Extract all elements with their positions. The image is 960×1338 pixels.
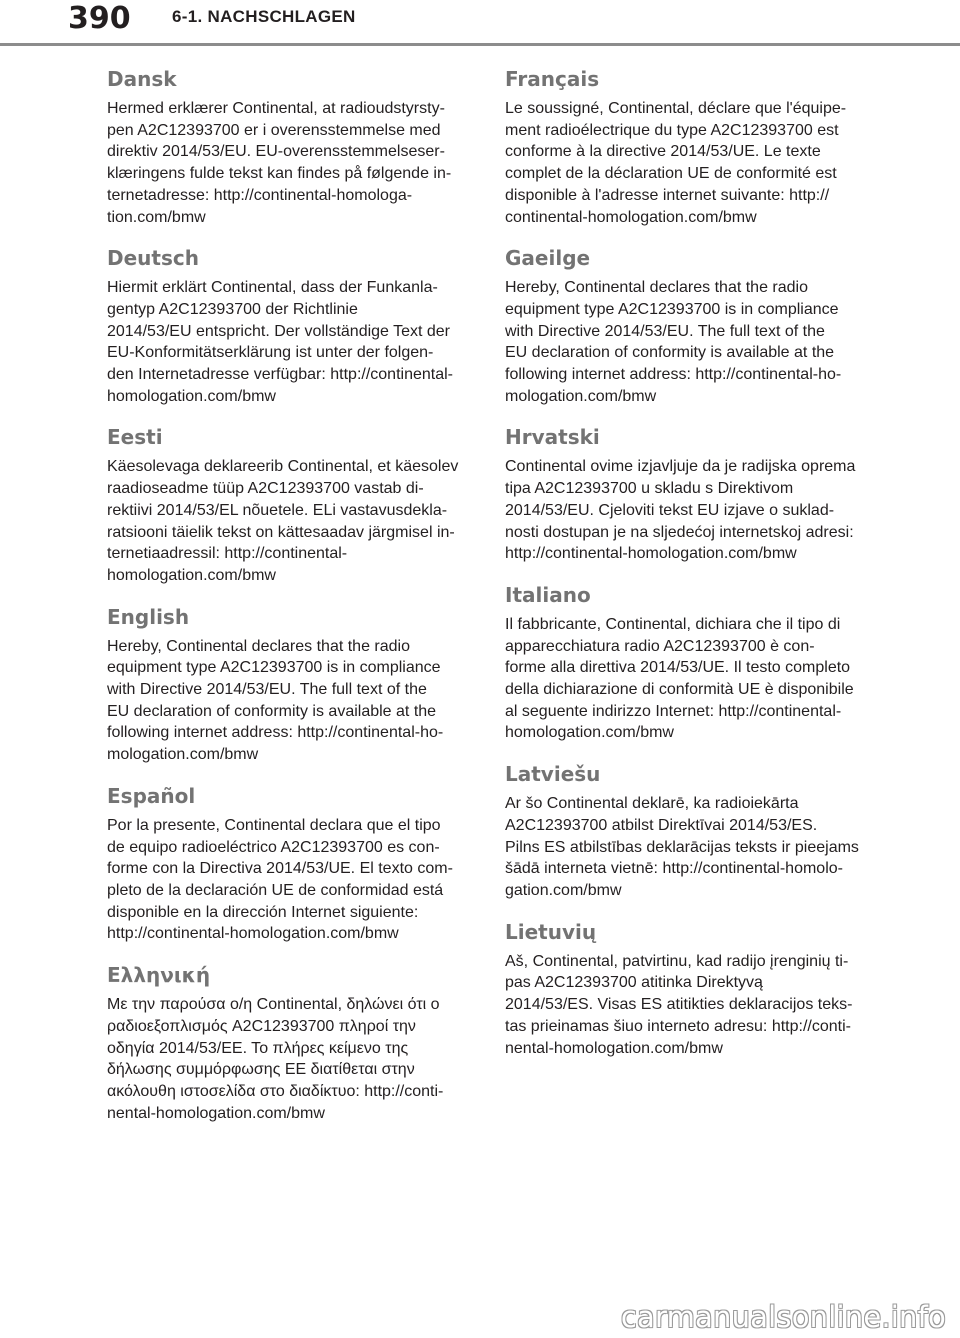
- language-heading: Italiano: [505, 582, 591, 607]
- language-block-italiano: [505, 582, 865, 744]
- section-title: 6-1. NACHSCHLAGEN: [172, 7, 356, 26]
- language-block-english: [107, 604, 467, 766]
- declaration-text: Hereby, Continental declares that the radio equipment type A2C12393700 is in compliance with Directive 2014/53/EU. The full text of the EU declaration of conformity is available at the following internet address: http://continental-ho- mologation.com/bmw: [505, 279, 842, 405]
- language-heading: English: [107, 604, 190, 629]
- language-block-dansk: [107, 66, 467, 228]
- language-block-eesti: [107, 424, 467, 586]
- right-column: [505, 66, 865, 1076]
- declaration-text: Hereby, Continental declares that the radio equipment type A2C12393700 is in compliance with Directive 2014/53/EU. The full text of the EU declaration of conformity is available at the following internet address: http://continental-ho- mologation.com/bmw: [107, 637, 444, 764]
- language-heading: Ελληνική: [107, 963, 211, 988]
- language-block-deutsch: [107, 245, 467, 407]
- language-heading: Gaeilge: [505, 246, 591, 271]
- language-block-hrvatski: [505, 424, 865, 565]
- declaration-text: Käesolevaga deklareerib Continental, et käesolev raadioseadme tüüp A2C12393700 vastab di- rektiivi 2014/53/EL nõuetele. ELi vastavusdekla- ratsiooni täielik tekst on kättesaadav järgmisel in- ternetiaadressil: http://continental- homologation.com/bmw: [107, 458, 459, 584]
- language-heading: Hrvatski: [505, 425, 600, 450]
- header-rule: [0, 43, 960, 46]
- declaration-text: Il fabbricante, Continental, dichiara che il tipo di apparecchiatura radio A2C12393700 è con- forme alla direttiva 2014/53/UE. Il testo completo della dichiarazione di conformità UE è disponibile al seguente indirizzo Internet: http://continental- homologation.com/bmw: [505, 615, 854, 742]
- page-number: 390: [68, 1, 131, 36]
- declaration-text: Με την παρούσα ο/η Continental, δηλώνει ότι ο ραδιοεξοπλισμός A2C12393700 πληροί την οδηγία 2014/53/ΕΕ. Το πλήρες κείμενο της δήλωσης συμμόρφωσης ΕΕ διατίθεται στην ακόλουθη ιστοσελίδα στο διαδίκτυο: http://conti- nental-homologation.com/bmw: [107, 996, 444, 1122]
- declaration-text: Por la presente, Continental declara que el tipo de equipo radioeléctrico A2C12393700 es con- forme con la Directiva 2014/53/UE. El texto com- pleto de la declaración UE de conformidad está disponible en la dirección Internet siguiente: http://continental-homologation.com/bmw: [107, 816, 453, 943]
- language-heading: Deutsch: [107, 246, 199, 271]
- language-block-espanol: [107, 783, 467, 945]
- language-block-gaeilge: [505, 245, 865, 407]
- language-heading: Dansk: [107, 67, 177, 91]
- watermark: carmanualsonline.info: [620, 1300, 946, 1334]
- declaration-text: Aš, Continental, patvirtinu, kad radijo įrenginių ti- pas A2C12393700 atitinka Direktyvą 2014/53/ES. Visas ES atitikties deklaracijos teks- tas prieinamas šiuo interneto adresu: http://conti- nental-homologation.com/bmw: [505, 952, 853, 1057]
- declaration-text: Hermed erklærer Continental, at radioudstyrsty- pen A2C12393700 er i overensstemmelse med direktiv 2014/53/EU. EU-overensstemmelseser- klæringens fulde tekst kan findes på følgende in- ternetadresse: http://continental-homologa- tion.com/bmw: [107, 100, 452, 226]
- language-heading: Español: [107, 783, 196, 808]
- language-heading: Latviešu: [505, 762, 601, 787]
- language-heading: Eesti: [107, 425, 163, 450]
- declaration-text: Continental ovime izjavljuje da je radijska oprema tipa A2C12393700 u skladu s Direktivom 2014/53/EU. Cjeloviti tekst EU izjave o suklad- nosti dostupan je na sljedećoj internetskoj adresi: http://continental-homologation.com/bmw: [505, 458, 856, 563]
- language-block-greek: [107, 962, 467, 1124]
- declaration-text: Ar šo Continental deklarē, ka radioiekārta A2C12393700 atbilst Direktīvai 2014/53/ES. Pilns ES atbilstības deklarācijas teksts ir pieejams šādā interneta vietnē: http://continental-homolo- gation.com/bmw: [505, 795, 859, 899]
- language-heading: Lietuvių: [505, 919, 597, 944]
- language-block-latviesu: [505, 761, 865, 902]
- page-header: [0, 0, 960, 48]
- language-block-francais: [505, 66, 865, 228]
- language-block-lietuviu: [505, 919, 865, 1060]
- declaration-text: Hiermit erklärt Continental, dass der Funkanla- gentyp A2C12393700 der Richtlinie 2014/53/EU entspricht. Der vollständige Text der EU-Konformitätserklärung ist unter der folgen- den Internetadresse verfügbar: http://continental- homologation.com/bmw: [107, 279, 453, 405]
- left-column: [107, 66, 467, 1141]
- language-heading: Français: [505, 67, 600, 91]
- declaration-text: Le soussigné, Continental, déclare que l'équipe- ment radioélectrique du type A2C12393700 est conforme à la directive 2014/53/UE. Le texte complet de la déclaration UE de conformité est disponible à l'adresse internet suivante: http:// continental-homologation.com/bmw: [505, 100, 847, 226]
